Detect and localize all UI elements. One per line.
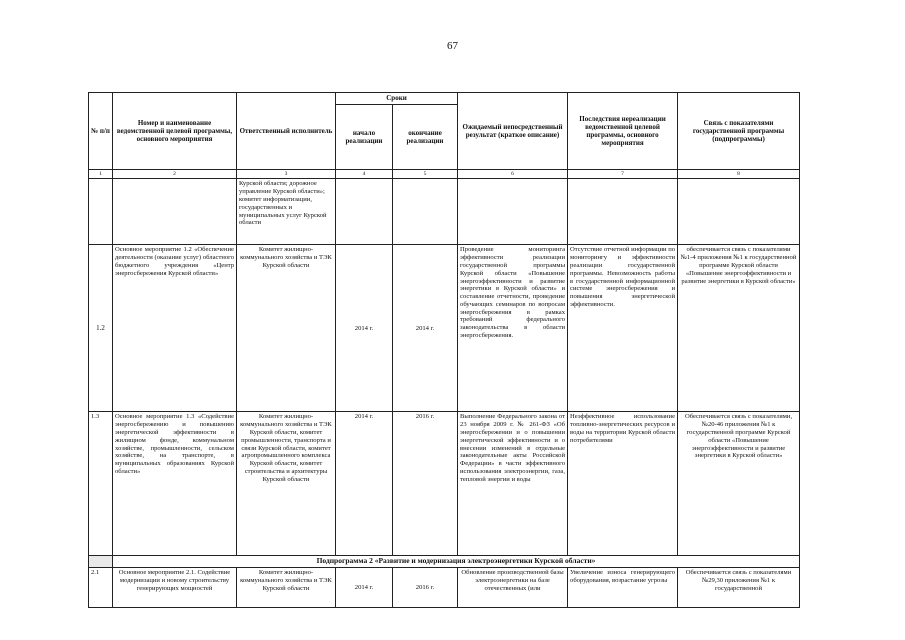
header-link: Связь с показателями государственной программы (подпрограммы): [678, 93, 800, 170]
header-result: Ожидаемый непосредственный результат (краткое описание): [458, 93, 568, 170]
cell-name: Основное мероприятие 2.1. Содействие модернизации и новому строительству генерирующих мощностей: [113, 568, 237, 608]
page-number: 67: [447, 40, 458, 52]
cell-end: 2016 г.: [393, 412, 458, 556]
table-row: [89, 412, 800, 556]
cell-link: Обеспечивается связь с показателями №29,30 приложения №1 к государственной: [678, 568, 800, 608]
cell-result: Выполнение Федерального закона от 23 ноября 2009 г. № 261-ФЗ «Об энергосбережении и о повышении энергетической эффективности и о внесении изменений в отдельные законодательные акты Российской Федерации» в части эффективного использования электроэнергии, газа, тепловой энергии и воды: [458, 412, 568, 556]
col-index: 3: [237, 170, 336, 179]
cell-end: [393, 179, 458, 245]
table-row: [89, 245, 800, 412]
cell-num: [89, 179, 113, 245]
cell-num: 1.2: [89, 245, 113, 412]
cell-end: 2016 г.: [393, 568, 458, 608]
cell-consequences: Неэффективное использование топливно-энергетических ресурсов и воды на территории Курской области потребителями: [568, 412, 678, 556]
subprogram-row: [89, 556, 800, 568]
cell-link: обеспечивается связь с показателями №1-4 приложения №1 к государственной программе Курской области «Повышение энергоэффективности и развитие энергетики в Курской области»: [678, 245, 800, 412]
cell-executor: Комитет жилищно-коммунального хозяйства и ТЭК Курской области: [237, 568, 336, 608]
cell-result: Проведение мониторинга эффективности реализации государственной программы Курской области «Повышение энергоэффективности и развитие энергетики в Курской области» и составление отчетности, проведение обучающих семинаров по вопросам энергосбережения в рамках требований федерального законодательства в области энергосбережения.: [458, 245, 568, 412]
cell-consequences: Увеличение износа генерирующего оборудования, возрастание угрозы: [568, 568, 678, 608]
cell-start: 2014 г.: [336, 568, 393, 608]
cell-consequences: [568, 179, 678, 245]
cell-end: 2014 г.: [393, 245, 458, 412]
cell-name: Основное мероприятие 1.3 «Содействие энергосбережению и повышению энергетической эффективности в жилищном фонде, коммунальном хозяйстве, промышленности, сельском хозяйстве, на транспорте, в муниципальных образованиях Курской области»: [113, 412, 237, 556]
cell-link: Обеспечивается связь с показателями, №20-46 приложения №1 к государственной программе Курской области «Повышение энергоэффективности и развитие энергетики в Курской области»: [678, 412, 800, 556]
col-index: 8: [678, 170, 800, 179]
col-index: 2: [113, 170, 237, 179]
cell-executor: Курской области; дорожное управление Курской области»; комитет информатизации, государственных и муниципальных услуг Курской области: [237, 179, 336, 245]
header-row: [89, 93, 800, 105]
col-index: 4: [336, 170, 393, 179]
cell-result: Обновление производственной базы электроэнергетики на базе отечественных (или: [458, 568, 568, 608]
cell-executor: Комитет жилищно-коммунального хозяйства и ТЭК Курской области: [237, 245, 336, 412]
cell-link: [678, 179, 800, 245]
col-index: 7: [568, 170, 678, 179]
col-index: 6: [458, 170, 568, 179]
cell-result: [458, 179, 568, 245]
col-index: 5: [393, 170, 458, 179]
header-executor: Ответственный исполнитель: [237, 93, 336, 170]
table-row: [89, 179, 800, 245]
cell-consequences: Отсутствие отчетной информации по мониторингу и эффективности реализации государственной программы. Невозможность работы в государственной информационной системе энергосбережения и повышения энергетической эффективности.: [568, 245, 678, 412]
header-name: Номер и наименование ведомственной целевой программы, основного мероприятия: [113, 93, 237, 170]
cell-num: 2.1: [89, 568, 113, 608]
header-num: № п/п: [89, 93, 113, 170]
cell-num: 1.3: [89, 412, 113, 556]
cell-start: [336, 179, 393, 245]
header-end: окончание реализации: [393, 105, 458, 170]
header-consequences: Последствия нереализации ведомственной целевой программы, основного мероприятия: [568, 93, 678, 170]
cell-start: 2014 г.: [336, 412, 393, 556]
header-terms: Сроки: [336, 93, 458, 105]
cell-name: Основное мероприятие 1.2 «Обеспечение деятельности (оказание услуг) областного бюджетного учреждения «Центр энергосбережения Курской области»: [113, 245, 237, 412]
col-index: 1: [89, 170, 113, 179]
header-start: начало реализации: [336, 105, 393, 170]
cell-start: 2014 г.: [336, 245, 393, 412]
column-index-row: [89, 170, 800, 179]
cell-name: [113, 179, 237, 245]
table-row: [89, 568, 800, 608]
program-table: [88, 92, 800, 608]
cell-executor: Комитет жилищно-коммунального хозяйства и ТЭК Курской области, комитет промышленности, транспорта и связи Курской области, комитет агропромышленного комплекса Курской области, комитет строительства и архитектуры Курской области: [237, 412, 336, 556]
subprogram-title: Подпрограмма 2 «Развитие и модернизация электроэнергетики Курской области»: [113, 556, 800, 568]
subprogram-num-cell: [89, 556, 113, 568]
